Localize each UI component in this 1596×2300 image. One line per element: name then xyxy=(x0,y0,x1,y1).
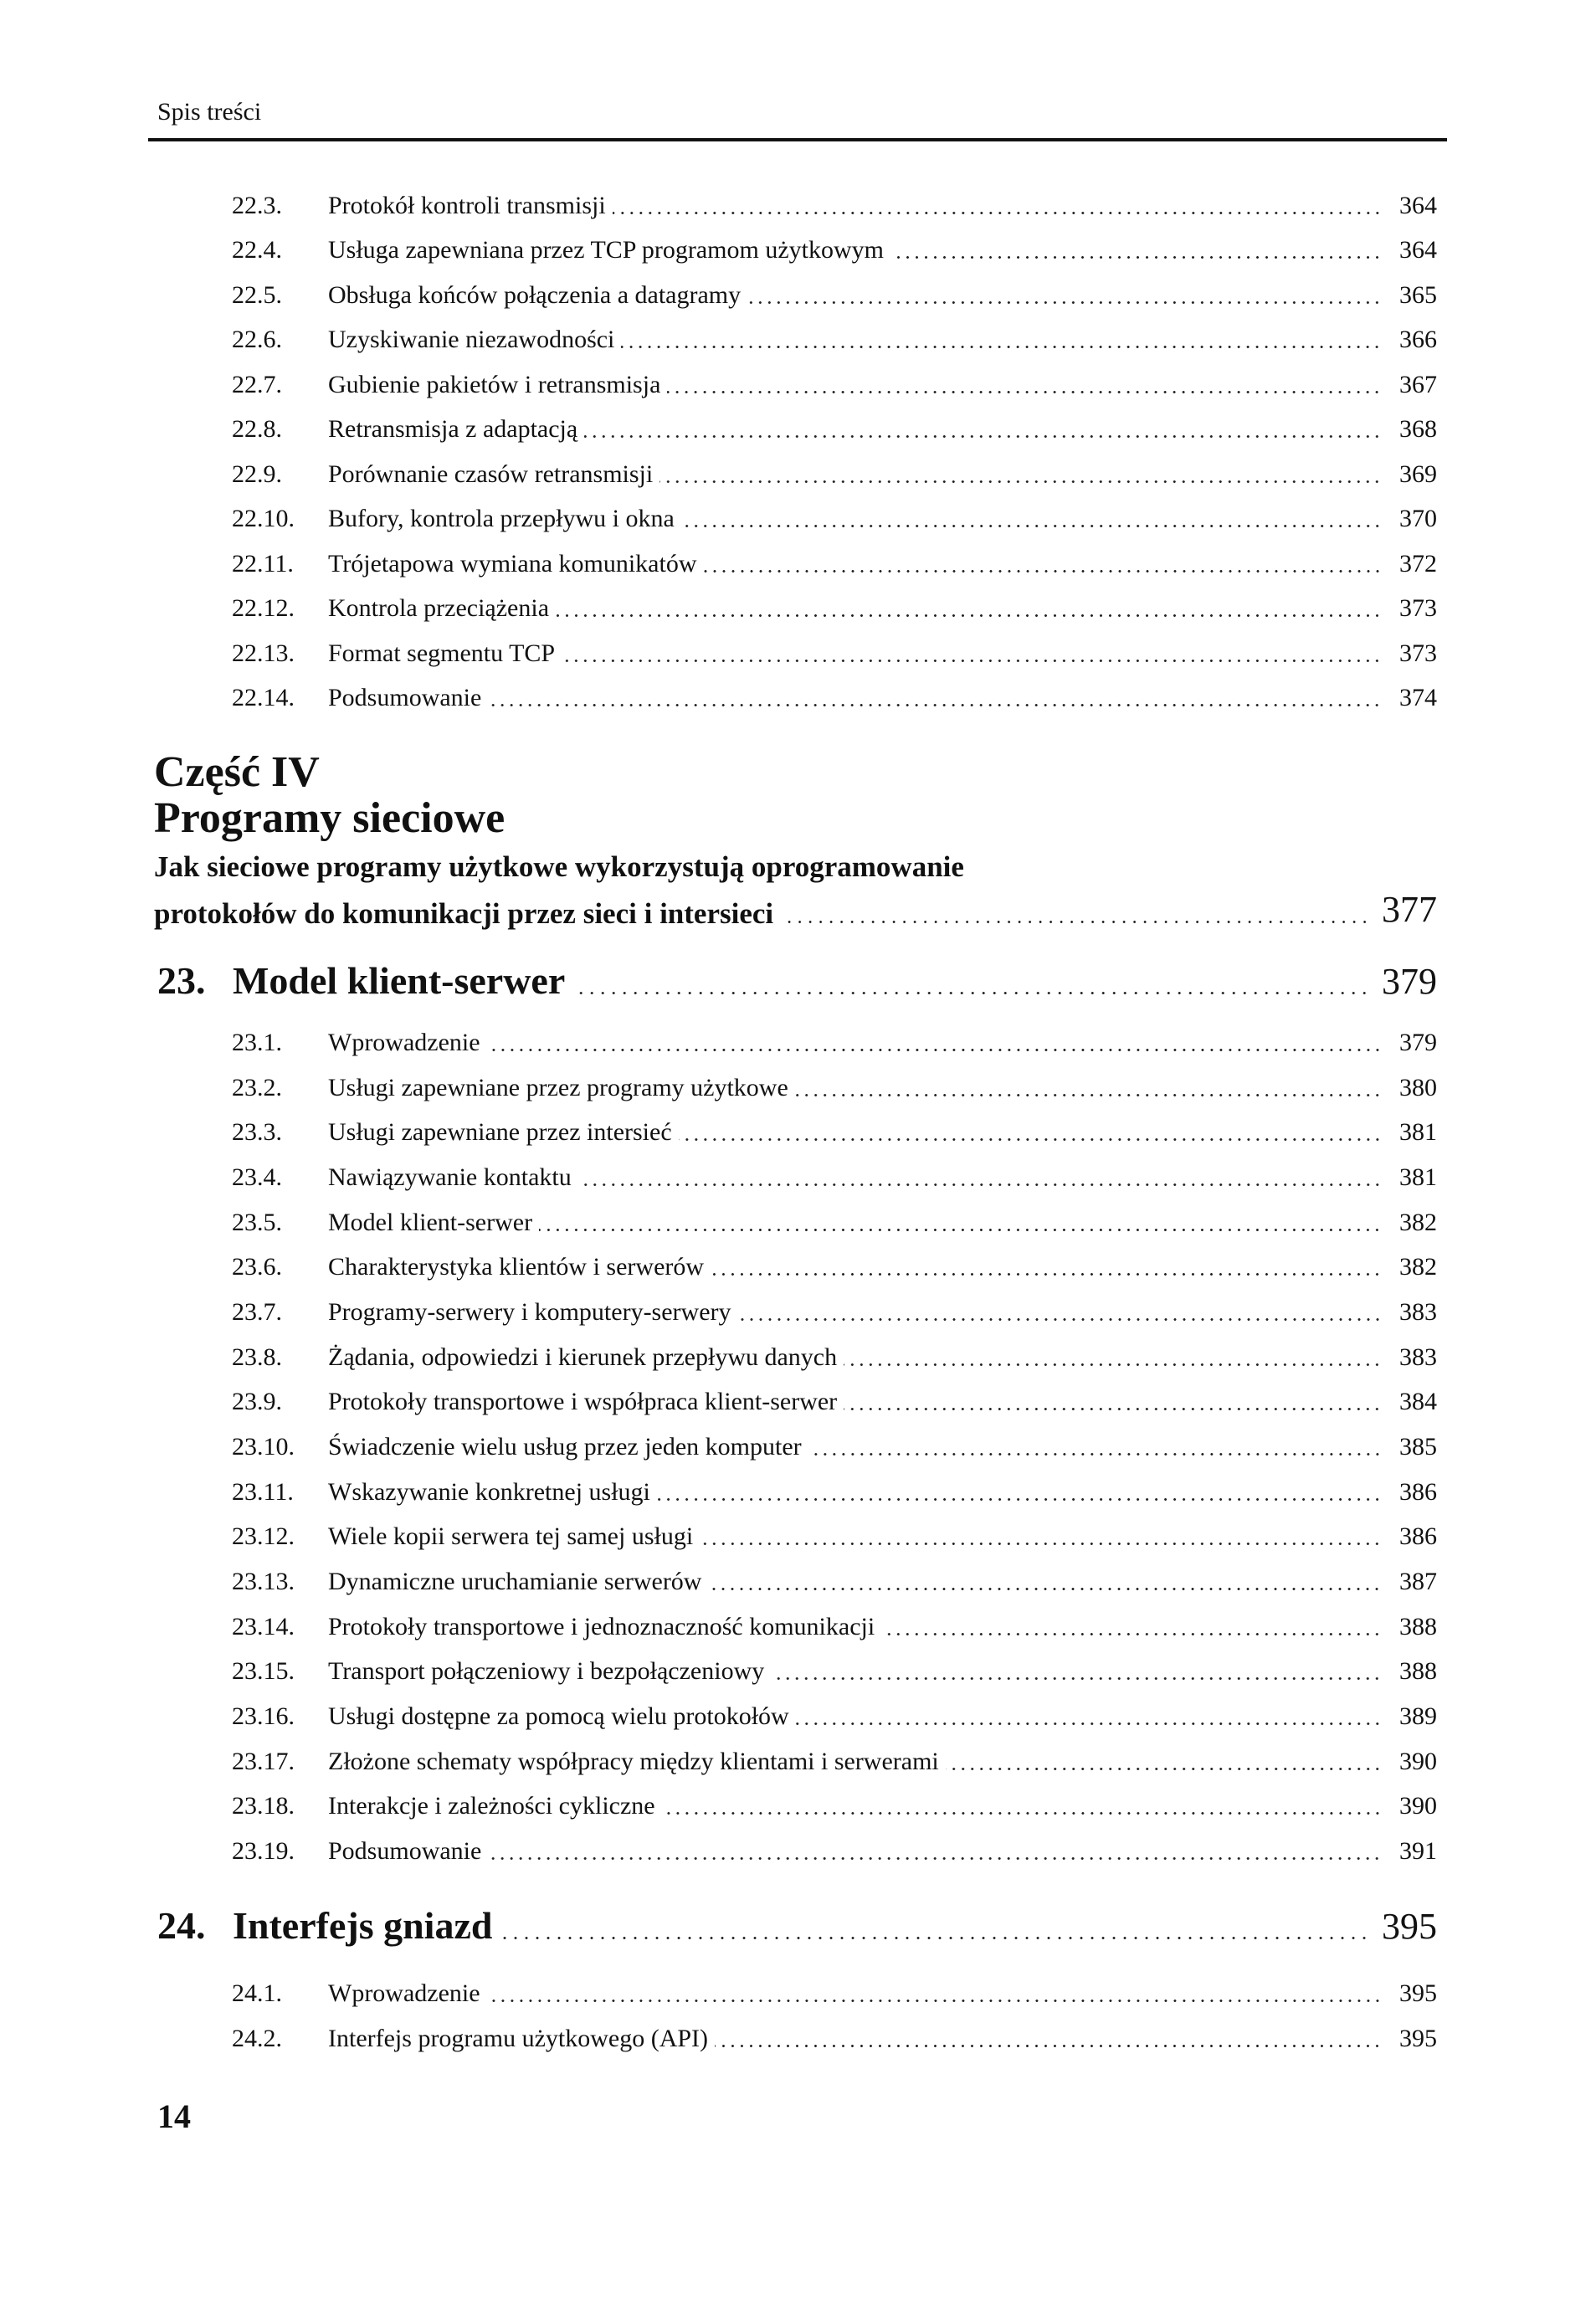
toc-entry[interactable] xyxy=(232,1702,1437,1731)
page-number: 389 xyxy=(1399,1702,1437,1731)
entry-number: 23.11. xyxy=(232,1477,294,1506)
page-number: 377 xyxy=(1382,889,1437,930)
toc-entry[interactable] xyxy=(232,1029,1437,1057)
page-number: 395 xyxy=(1399,2025,1437,2052)
entry-number: 23.4. xyxy=(232,1163,282,1191)
entry-title: Obsługa końców połączenia a datagramy xyxy=(328,280,742,309)
dot-leader xyxy=(659,464,1382,489)
toc-entry[interactable] xyxy=(232,1478,1437,1507)
entry-title: Interakcje i zależności cykliczne xyxy=(328,1792,655,1820)
dot-leader xyxy=(715,2028,1382,2053)
page-number: 383 xyxy=(1399,1298,1437,1327)
dot-leader xyxy=(796,1706,1382,1731)
entry-title: Wskazywanie konkretnej usługi xyxy=(328,1477,650,1506)
toc-entry[interactable] xyxy=(232,639,1437,668)
toc-entry[interactable] xyxy=(232,594,1437,623)
entry-number: 24.2. xyxy=(232,2025,282,2052)
dot-leader xyxy=(488,1841,1382,1866)
page-number: 379 xyxy=(1382,961,1437,1002)
page-number: 382 xyxy=(1399,1253,1437,1281)
page-number: 381 xyxy=(1399,1163,1437,1191)
dot-leader xyxy=(621,329,1382,354)
page-number: 379 xyxy=(1399,1029,1437,1056)
dot-leader xyxy=(795,1077,1382,1102)
page-number: 373 xyxy=(1399,639,1437,667)
entry-number: 22.11. xyxy=(232,549,294,578)
entry-title: Interfejs programu użytkowego (API) xyxy=(328,2025,709,2052)
entry-number: 23.10. xyxy=(232,1433,295,1461)
entry-number: 22.14. xyxy=(232,683,295,711)
dot-leader xyxy=(487,1983,1382,2008)
entry-title: Usługi zapewniane przez intersieć xyxy=(328,1118,672,1147)
chapter-number: 24. xyxy=(157,1904,206,1947)
toc-entry[interactable] xyxy=(232,1343,1437,1372)
toc-entry[interactable] xyxy=(232,415,1437,444)
page-number: 380 xyxy=(1399,1073,1437,1101)
toc-entry[interactable] xyxy=(232,1163,1437,1192)
page-number: 384 xyxy=(1399,1388,1437,1416)
toc-entry[interactable] xyxy=(232,460,1437,489)
entry-title: Dynamiczne uruchamianie serwerów xyxy=(328,1568,702,1596)
toc-entry[interactable] xyxy=(232,1298,1437,1327)
entry-number: 23.18. xyxy=(232,1792,295,1820)
entry-title: Kontrola przeciążenia xyxy=(328,594,550,623)
entry-number: 23.12. xyxy=(232,1522,295,1551)
page-number: 364 xyxy=(1399,236,1437,264)
dot-leader xyxy=(808,1436,1382,1461)
toc-entry[interactable] xyxy=(232,192,1437,220)
page-number: 395 xyxy=(1399,1979,1437,2007)
entry-title: Protokół kontroli transmisji xyxy=(328,192,606,219)
toc-entry[interactable] xyxy=(232,1074,1437,1102)
entry-title: Świadczenie wielu usług przez jeden komputer xyxy=(328,1433,802,1461)
page-number: 386 xyxy=(1399,1477,1437,1506)
dot-leader xyxy=(711,1256,1382,1281)
part-subtitle-line2: protokołów do komunikacji przez sieci i intersieci xyxy=(154,897,774,930)
page-number: 388 xyxy=(1399,1657,1437,1686)
toc-entry[interactable] xyxy=(232,1388,1437,1416)
page-number: 383 xyxy=(1399,1343,1437,1371)
dot-leader xyxy=(844,1347,1382,1372)
dot-leader xyxy=(657,1481,1382,1507)
entry-title: Podsumowanie xyxy=(328,683,482,711)
page-number: 395 xyxy=(1382,1906,1437,1947)
dot-leader xyxy=(584,418,1382,444)
entry-number: 23.3. xyxy=(232,1118,282,1147)
page-number: 369 xyxy=(1399,459,1437,488)
entry-number: 23.13. xyxy=(232,1568,295,1596)
entry-title: Usługi zapewniane przez programy użytkowe xyxy=(328,1073,788,1101)
page-number: 387 xyxy=(1399,1568,1437,1596)
entry-number: 24.1. xyxy=(232,1979,282,2007)
page-number: 372 xyxy=(1399,549,1437,578)
entry-title: Charakterystyka klientów i serwerów xyxy=(328,1253,705,1281)
dot-leader xyxy=(771,1661,1382,1686)
page-number: 390 xyxy=(1399,1747,1437,1775)
page-number: 374 xyxy=(1399,683,1437,711)
chapter-24-entry[interactable] xyxy=(157,1906,1437,1948)
dot-leader xyxy=(890,239,1382,264)
dot-leader xyxy=(747,285,1382,310)
entry-number: 23.15. xyxy=(232,1657,295,1686)
toc-entry[interactable] xyxy=(232,1837,1437,1866)
chapter-23-entry[interactable] xyxy=(157,961,1437,1003)
entry-title: Format segmentu TCP xyxy=(328,639,556,667)
entry-number: 22.5. xyxy=(232,280,282,309)
entry-number: 23.17. xyxy=(232,1747,295,1775)
entry-title: Złożone schematy współpracy między klientami i serwerami xyxy=(328,1747,939,1775)
dot-leader xyxy=(782,897,1370,931)
dot-leader xyxy=(487,1032,1382,1057)
toc-entry[interactable] xyxy=(232,1433,1437,1461)
entry-number: 23.7. xyxy=(232,1298,282,1327)
dot-leader xyxy=(738,1301,1382,1327)
dot-leader xyxy=(679,1122,1382,1147)
toc-entry[interactable] xyxy=(232,550,1437,578)
entry-number: 22.9. xyxy=(232,459,282,488)
page-number: 382 xyxy=(1399,1208,1437,1236)
entry-number: 23.14. xyxy=(232,1612,295,1640)
entry-number: 23.8. xyxy=(232,1343,282,1371)
dot-leader xyxy=(556,598,1382,623)
dot-leader xyxy=(881,1616,1382,1641)
dot-leader xyxy=(844,1391,1382,1416)
entry-number: 22.6. xyxy=(232,326,282,354)
toc-entry[interactable] xyxy=(232,326,1437,354)
entry-number: 23.9. xyxy=(232,1388,282,1416)
page-number: 365 xyxy=(1399,280,1437,309)
entry-number: 23.2. xyxy=(232,1073,282,1101)
page-number: 373 xyxy=(1399,594,1437,623)
entry-title: Usługa zapewniana przez TCP programom użytkowym xyxy=(328,236,884,264)
dot-leader xyxy=(613,195,1382,220)
entry-title: Żądania, odpowiedzi i kierunek przepływu danych xyxy=(328,1343,838,1371)
dot-leader xyxy=(681,508,1382,533)
toc-entry[interactable] xyxy=(232,1979,1437,2008)
page-number: 385 xyxy=(1399,1433,1437,1461)
entry-title: Retransmisja z adaptacją xyxy=(328,415,578,444)
dot-leader xyxy=(708,1571,1382,1596)
entry-number: 23.5. xyxy=(232,1208,282,1236)
entry-title: Wprowadzenie xyxy=(328,1029,480,1056)
toc-entry[interactable] xyxy=(232,1792,1437,1820)
entry-number: 22.10. xyxy=(232,505,295,533)
toc-entry[interactable] xyxy=(232,1522,1437,1551)
entry-title: Bufory, kontrola przepływu i okna xyxy=(328,505,675,533)
page-number: 370 xyxy=(1399,505,1437,533)
entry-title: Usługi dostępne za pomocą wielu protokołów xyxy=(328,1702,789,1731)
entry-title: Gubienie pakietów i retransmisja xyxy=(328,370,661,398)
part-entry[interactable] xyxy=(154,889,1437,931)
chapter-number: 23. xyxy=(157,959,206,1002)
dot-leader xyxy=(704,553,1383,578)
part-title: Programy sieciowe xyxy=(154,794,505,842)
entry-number: 22.8. xyxy=(232,415,282,444)
entry-title: Wprowadzenie xyxy=(328,1979,480,2007)
entry-number: 23.6. xyxy=(232,1253,282,1281)
page-number: 367 xyxy=(1399,370,1437,398)
toc-entry[interactable] xyxy=(232,1613,1437,1641)
dot-leader xyxy=(575,964,1370,1003)
page-number: 368 xyxy=(1399,415,1437,444)
dot-leader xyxy=(502,1909,1370,1948)
chapter-title: Model klient-serwer xyxy=(233,959,566,1002)
entry-title: Nawiązywanie kontaktu xyxy=(328,1163,572,1191)
dot-leader xyxy=(662,1795,1382,1820)
toc-entry[interactable] xyxy=(232,1253,1437,1281)
part-label: Część IV xyxy=(154,748,320,796)
toc-entry[interactable] xyxy=(232,1118,1437,1147)
toc-entry[interactable] xyxy=(232,236,1437,264)
entry-title: Protokoły transportowe i współpraca klient-serwer xyxy=(328,1388,838,1416)
entry-title: Uzyskiwanie niezawodności xyxy=(328,326,615,354)
dot-leader xyxy=(562,643,1382,668)
entry-title: Protokoły transportowe i jednoznaczność komunikacji xyxy=(328,1612,875,1640)
page-number: 381 xyxy=(1399,1118,1437,1147)
toc-entry[interactable] xyxy=(232,1748,1437,1776)
dot-leader xyxy=(700,1526,1382,1551)
dot-leader xyxy=(578,1167,1382,1192)
toc-entry[interactable] xyxy=(232,1568,1437,1596)
toc-entry[interactable] xyxy=(232,1209,1437,1237)
toc-entry[interactable] xyxy=(232,2025,1437,2053)
entry-title: Porównanie czasów retransmisji xyxy=(328,459,654,488)
dot-leader xyxy=(946,1751,1382,1776)
dot-leader xyxy=(488,687,1382,712)
entry-number: 23.19. xyxy=(232,1837,295,1866)
running-head: Spis treści xyxy=(157,98,262,126)
entry-title: Model klient-serwer xyxy=(328,1208,533,1236)
entry-number: 22.4. xyxy=(232,236,282,264)
entry-title: Wiele kopii serwera tej samej usługi xyxy=(328,1522,694,1551)
toc-entry[interactable] xyxy=(232,684,1437,712)
entry-number: 22.12. xyxy=(232,594,295,623)
entry-number: 22.7. xyxy=(232,370,282,398)
page-number: 366 xyxy=(1399,326,1437,354)
dot-leader xyxy=(667,374,1382,399)
entry-number: 23.16. xyxy=(232,1702,295,1731)
page-number: 388 xyxy=(1399,1612,1437,1640)
page-number: 391 xyxy=(1399,1837,1437,1866)
toc-entry[interactable] xyxy=(232,505,1437,533)
dot-leader xyxy=(539,1212,1382,1237)
toc-entry[interactable] xyxy=(232,1657,1437,1686)
part-subtitle-line1: Jak sieciowe programy użytkowe wykorzystują oprogramowanie xyxy=(154,850,964,883)
entry-number: 22.13. xyxy=(232,639,295,667)
entry-number: 23.1. xyxy=(232,1029,282,1056)
toc-entry[interactable] xyxy=(232,371,1437,399)
page-number: 390 xyxy=(1399,1792,1437,1820)
page-number: 364 xyxy=(1399,192,1437,219)
entry-title: Programy-serwery i komputery-serwery xyxy=(328,1298,731,1327)
chapter-title: Interfejs gniazd xyxy=(233,1904,493,1947)
page-number: 386 xyxy=(1399,1522,1437,1551)
entry-title: Podsumowanie xyxy=(328,1837,482,1866)
header-rule xyxy=(148,138,1447,141)
entry-title: Transport połączeniowy i bezpołączeniowy xyxy=(328,1657,765,1686)
entry-title: Trójetapowa wymiana komunikatów xyxy=(328,549,697,578)
page-folio: 14 xyxy=(157,2097,191,2135)
toc-entry[interactable] xyxy=(232,281,1437,310)
entry-number: 22.3. xyxy=(232,192,282,219)
